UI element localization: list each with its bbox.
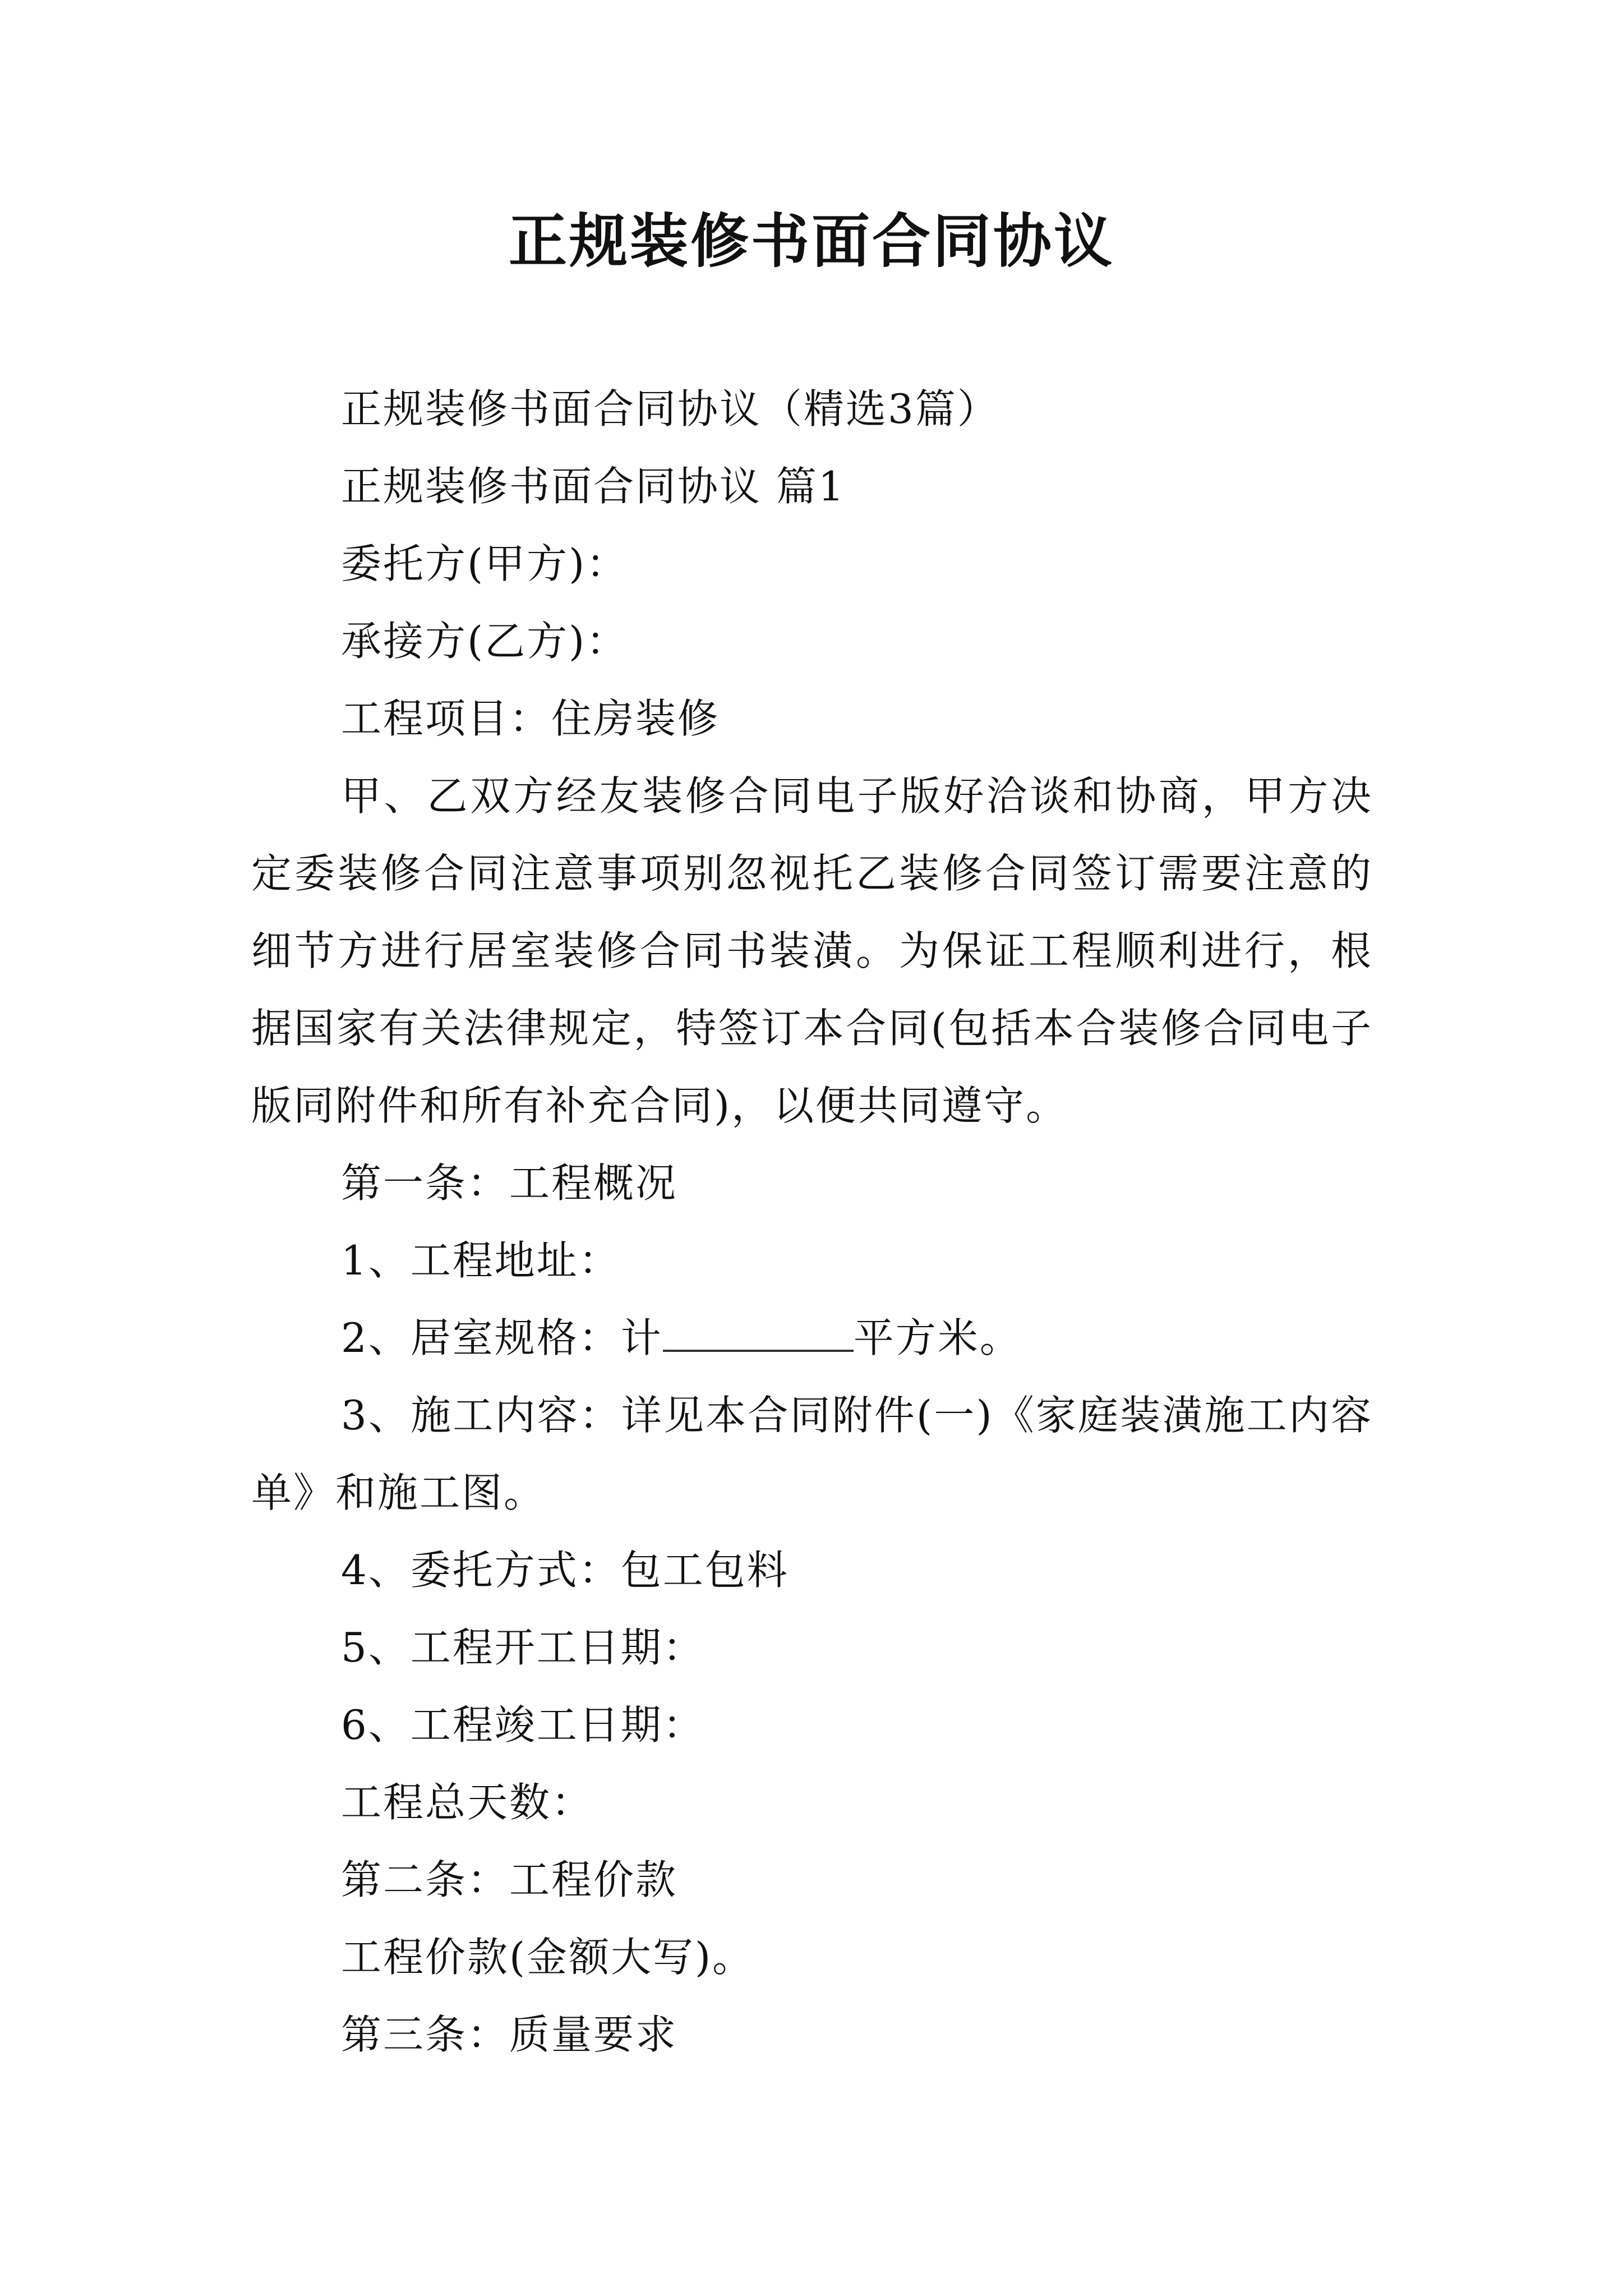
paragraph-method: 4、委托方式：包工包料 — [341, 1547, 789, 1594]
paragraph-price: 工程价款(金额大写)。 — [341, 1934, 755, 1981]
paragraph-area — [251, 1299, 1373, 1377]
paragraph-project: 工程项目：住房装修 — [341, 695, 720, 742]
area-unit: 平方米。 — [853, 1314, 1022, 1361]
paragraph-content: 3、施工内容：详见本合同附件(一)《家庭装潢施工内容单》和施工图。 — [251, 1392, 1373, 1516]
paragraph-subtitle: 正规装修书面合同协议（精选3篇） — [341, 385, 999, 432]
paragraph-address: 1、工程地址： — [341, 1237, 621, 1284]
paragraph-preamble: 甲、乙双方经友装修合同电子版好洽谈和协商，甲方决定委装修合同注意事项别忽视托乙装修合同签订需要注意的细节方进行居室装修合同书装潢。为保证工程顺利进行，根据国家有关法律规定，特签订本合同(包括本合装修合同电子版同附件和所有补充合同)，以便共同遵守。 — [251, 772, 1373, 1129]
paragraph-end-date: 6、工程竣工日期： — [341, 1701, 705, 1749]
document-title: 正规装修书面合同协议 — [508, 206, 1114, 275]
paragraph-start-date: 5、工程开工日期： — [341, 1624, 705, 1671]
document-body — [251, 370, 1373, 2073]
paragraph-party-a: 委托方(甲方)： — [341, 540, 629, 587]
paragraph-article-2: 第二条：工程价款 — [341, 1856, 678, 1903]
paragraph-article-1: 第一条：工程概况 — [341, 1159, 678, 1207]
paragraph-section-heading: 正规装修书面合同协议 篇1 — [341, 463, 846, 510]
paragraph-article-3: 第三条：质量要求 — [341, 2011, 678, 2058]
area-label: 2、居室规格：计 — [341, 1314, 663, 1361]
area-blank — [663, 1315, 854, 1352]
paragraph-party-b: 承接方(乙方)： — [341, 618, 629, 665]
paragraph-total-days: 工程总天数： — [341, 1779, 594, 1826]
